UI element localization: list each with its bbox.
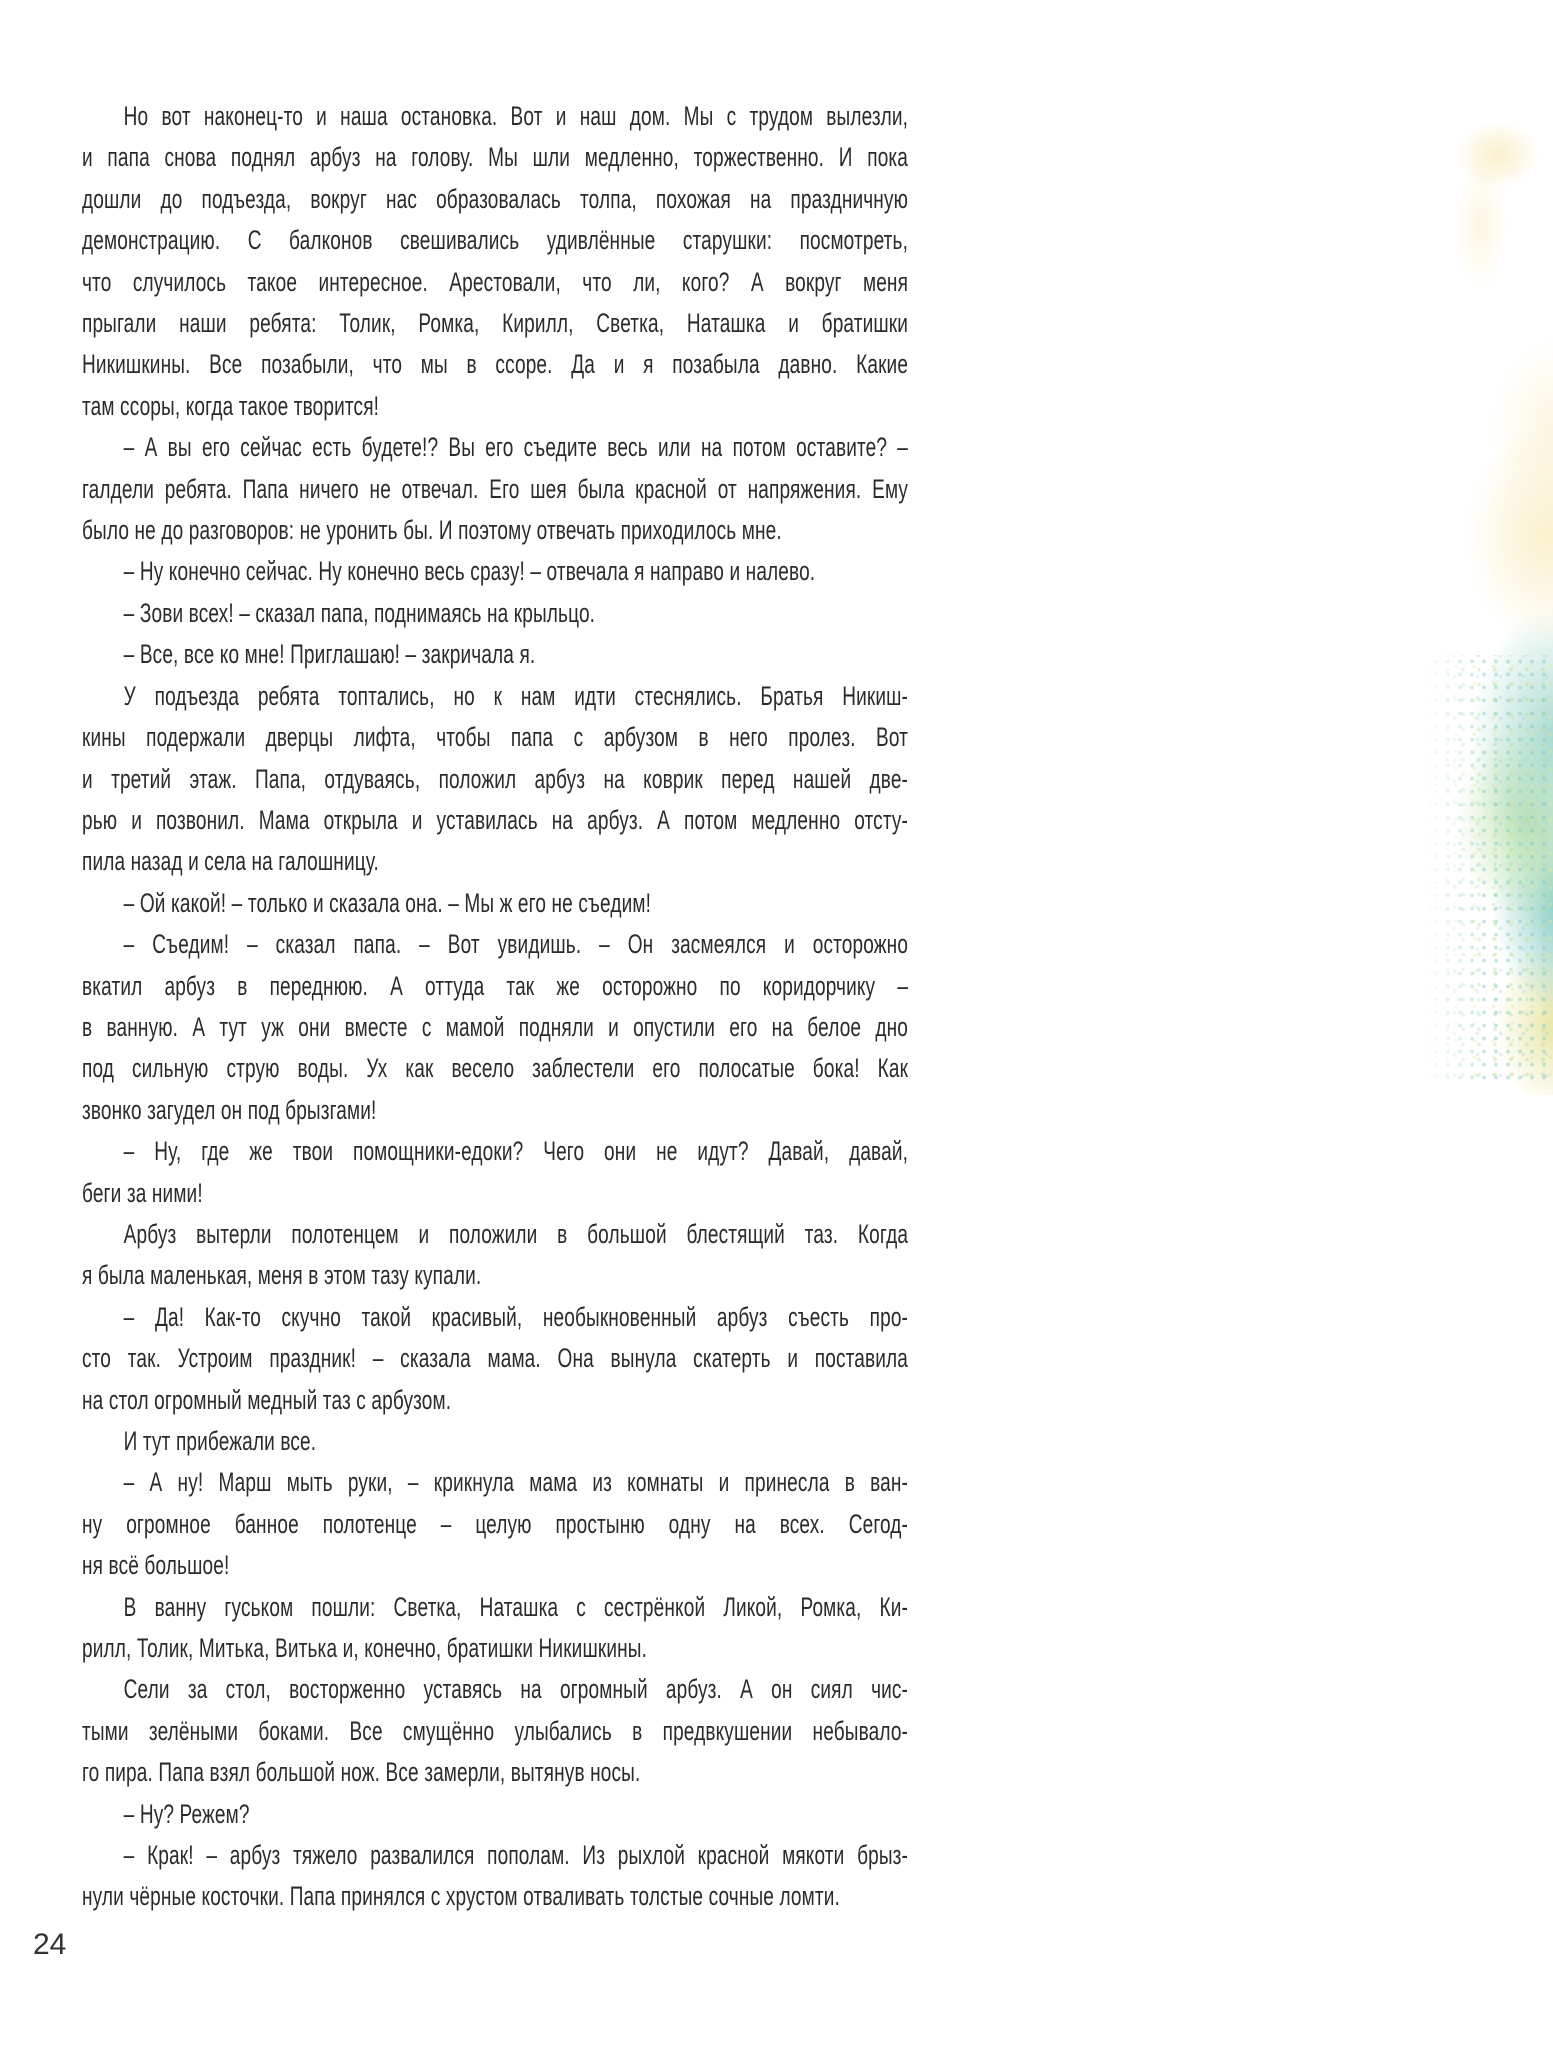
text-line: рью и позвонил. Мама открыла и уставилась на арбуз. А потом медленно отсту- — [82, 804, 909, 835]
text-line: демонстрацию. С балконов свешивались удивлённые старушки: посмотреть, — [82, 225, 909, 256]
text-line: Сели за стол, восторженно уставясь на огромный арбуз. А он сиял чис- — [123, 1674, 909, 1705]
text-line: звонко загудел он под брызгами! — [82, 1094, 377, 1125]
text-line: галдели ребята. Папа ничего не отвечал. Его шея была красной от напряжения. Ему — [82, 473, 909, 504]
text-line: В ванну гуськом пошли: Светка, Наташка с сестрёнкой Ликой, Ромка, Ки- — [123, 1591, 909, 1622]
text-line: на стол огромный медный таз с арбузом. — [82, 1384, 452, 1415]
watercolor-illustration — [1313, 95, 1553, 1095]
text-line: прыгали наши ребята: Толик, Ромка, Кирилл, Светка, Наташка и братишки — [82, 308, 909, 339]
page-number: 24 — [33, 1928, 67, 1961]
text-line: в ванную. А тут уж они вместе с мамой подняли и опустили его на белое дно — [82, 1011, 909, 1042]
text-line: дошли до подъезда, вокруг нас образовалась толпа, похожая на праздничную — [82, 183, 909, 214]
text-line: – Зови всех! – сказал папа, поднимаясь на крыльцо. — [123, 597, 596, 628]
text-line: и папа снова поднял арбуз на голову. Мы шли медленно, торжественно. И пока — [82, 142, 909, 173]
text-line: – А ну! Марш мыть руки, – крикнула мама из комнаты и принесла в ван- — [123, 1467, 909, 1498]
text-line: пила назад и села на галошницу. — [82, 846, 379, 877]
text-line: Никишкины. Все позабыли, что мы в ссоре. Да и я позабыла давно. Какие — [82, 349, 909, 380]
watercolor-speckle-texture — [1418, 655, 1553, 1080]
text-line: что случилось такое интересное. Арестовали, что ли, кого? А вокруг меня — [82, 266, 909, 297]
text-line: вкатил арбуз в переднюю. А оттуда так же осторожно по коридорчику – — [82, 970, 909, 1001]
text-line: Но вот наконец-то и наша остановка. Вот и наш дом. Мы с трудом вылезли, — [123, 101, 909, 131]
text-line: – Съедим! – сказал папа. – Вот увидишь. – Он засмеялся и осторожно — [123, 929, 909, 960]
text-line: тыми зелёными боками. Все смущённо улыбались в предвкушении небывало- — [82, 1715, 909, 1746]
text-line: И тут прибежали все. — [123, 1426, 317, 1456]
text-line: – Крак! – арбуз тяжело развалился пополам. Из рыхлой красной мякоти брыз- — [123, 1840, 909, 1871]
text-line: Арбуз вытерли полотенцем и положили в большой блестящий таз. Когда — [123, 1218, 909, 1249]
text-line: сто так. Устроим праздник! – сказала мама. Она вынула скатерть и поставила — [82, 1343, 909, 1374]
text-line: нули чёрные косточки. Папа принялся с хрустом отваливать толстые сочные ломти. — [82, 1881, 840, 1912]
text-line: – Ну, где же твои помощники-едоки? Чего они не идут? Давай, давай, — [123, 1136, 909, 1167]
text-line: ня всё большое! — [82, 1550, 230, 1581]
text-line: ну огромное банное полотенце – целую простыню одну на всех. Сегод- — [82, 1508, 909, 1539]
text-line: – Ой какой! – только и сказала она. – Мы ж его не съедим! — [123, 887, 652, 918]
text-line: У подъезда ребята топтались, но к нам идти стеснялись. Братья Никиш- — [123, 680, 909, 711]
text-line: – А вы его сейчас есть будете!? Вы его съедите весь или на потом оставите? – — [123, 432, 909, 463]
text-line: рилл, Толик, Митька, Витька и, конечно, братишки Никишкины. — [82, 1633, 648, 1664]
text-line: го пира. Папа взял большой нож. Все замерли, вытянув носы. — [82, 1757, 641, 1788]
text-line: под сильную струю воды. Ух как весело заблестели его полосатые бока! Как — [82, 1053, 909, 1084]
text-line: – Ну? Режем? — [123, 1798, 250, 1829]
text-line: было не до разговоров: не уронить бы. И поэтому отвечать приходилось мне. — [82, 515, 782, 546]
text-line: я была маленькая, меня в этом тазу купали. — [82, 1260, 482, 1291]
text-line: беги за ними! — [82, 1177, 203, 1208]
text-line: – Все, все ко мне! Приглашаю! – закричала я. — [123, 639, 536, 670]
text-line: – Ну конечно сейчас. Ну конечно весь сразу! – отвечала я направо и налево. — [123, 556, 816, 587]
text-line: там ссоры, когда такое творится! — [82, 390, 380, 421]
page-text — [82, 96, 908, 1918]
text-line: и третий этаж. Папа, отдуваясь, положил арбуз на коврик перед нашей две- — [82, 763, 909, 794]
text-line: – Да! Как-то скучно такой красивый, необыкновенный арбуз съесть про- — [123, 1301, 909, 1332]
text-line: кины подержали дверцы лифта, чтобы папа с арбузом в него пролез. Вот — [82, 722, 909, 753]
